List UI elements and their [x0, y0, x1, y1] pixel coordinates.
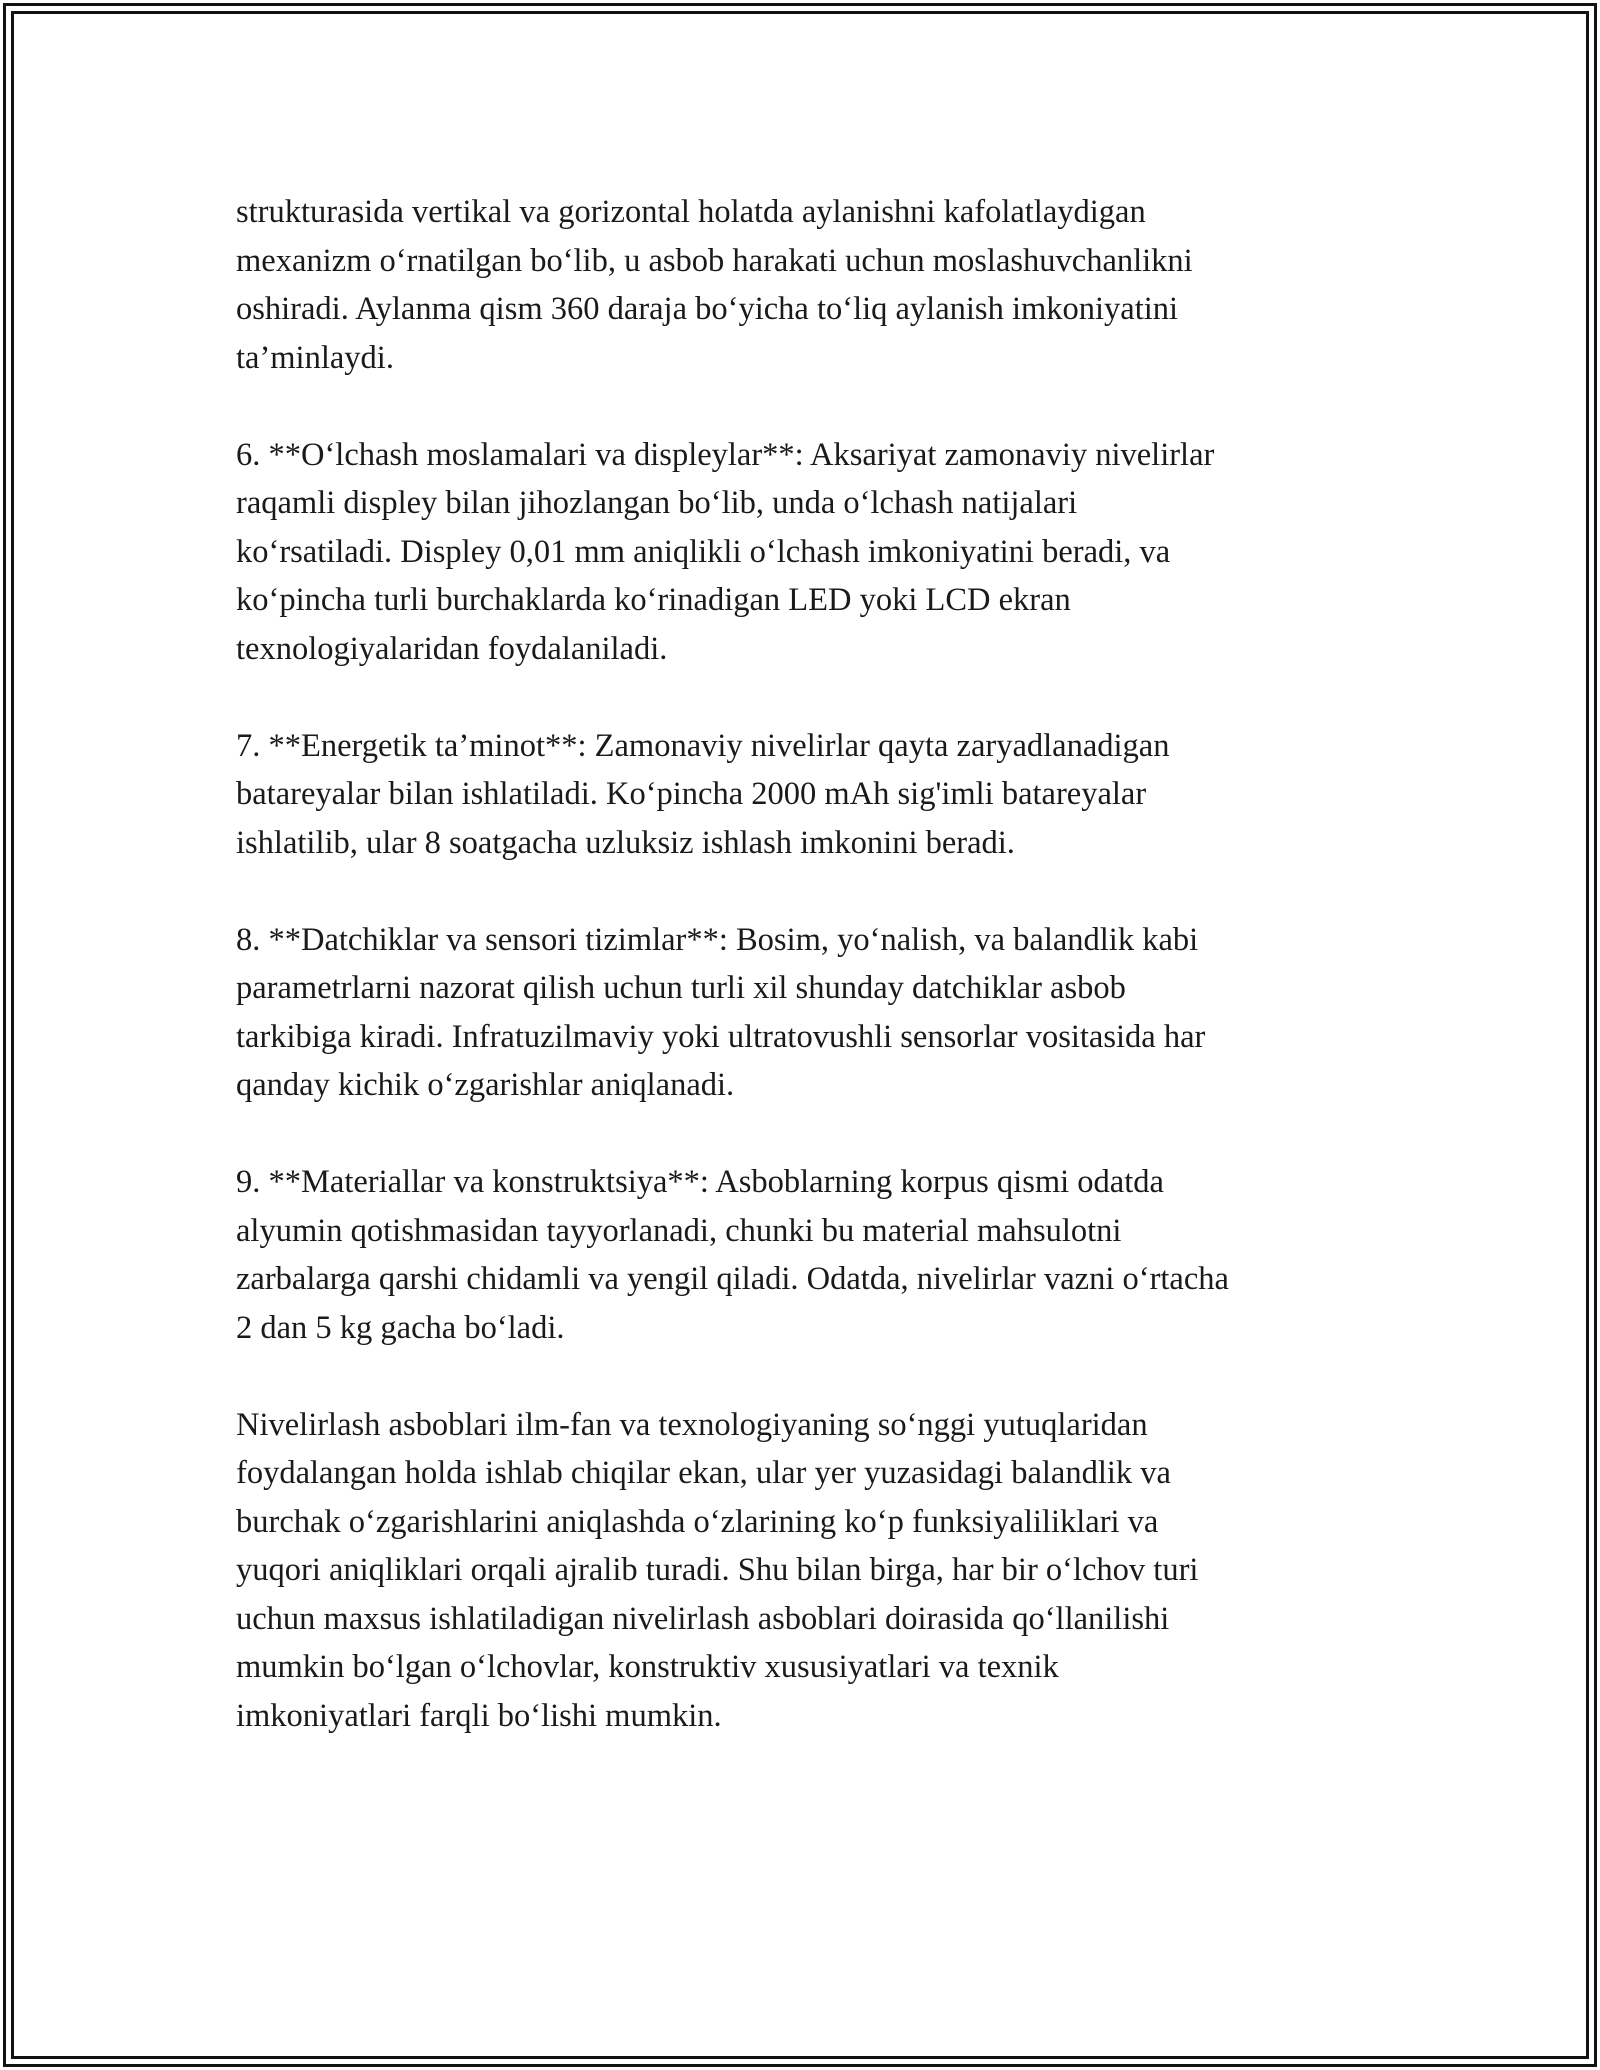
text-line: qanday kichik o‘zgarishlar aniqlanadi. [236, 1067, 735, 1103]
text-line: raqamli displey bilan jihozlangan bo‘lib, unda o‘lchash natijalari [236, 485, 1078, 521]
text-line: texnologiyalaridan foydalaniladi. [236, 630, 668, 667]
text-line: ishlatilib, ular 8 soatgacha uzluksiz ishlash imkonini beradi. [236, 824, 1015, 861]
text-line: batareyalar bilan ishlatiladi. Ko‘pincha 2000 mAh sig'imli batareyalar [236, 776, 1147, 812]
text-line: 2 dan 5 kg gacha bo‘ladi. [236, 1309, 565, 1346]
text-line: mexanizm o‘rnatilgan bo‘lib, u asbob harakati uchun moslashuvchanlikni [236, 242, 1193, 279]
paragraph-item-6-displays [236, 431, 1376, 674]
text-line: uchun maxsus ishlatiladigan nivelirlash asboblari doirasida qo‘llanilishi [236, 1600, 1170, 1637]
text-line: 7. **Energetik ta’minot**: Zamonaviy nivelirlar qayta zaryadlanadigan [236, 727, 1170, 764]
text-line: strukturasida vertikal va gorizontal holatda aylanishni kafolatlaydigan [236, 194, 1146, 230]
text-line: Nivelirlash asboblari ilm-fan va texnologiyaning so‘nggi yutuqlaridan [236, 1406, 1148, 1443]
text-line: imkoniyatlari farqli bo‘lishi mumkin. [236, 1697, 722, 1734]
text-line: oshiradi. Aylanma qism 360 daraja bo‘yicha to‘liq aylanish imkoniyatini [236, 291, 1179, 327]
document-body [236, 188, 1376, 1789]
text-line: foydalangan holda ishlab chiqilar ekan, ular yer yuzasidagi balandlik va [236, 1455, 1171, 1491]
text-line: mumkin bo‘lgan o‘lchovlar, konstruktiv xususiyatlari va texnik [236, 1649, 1059, 1685]
text-line: zarbalarga qarshi chidamli va yengil qiladi. Odatda, nivelirlar vazni o‘rtacha [236, 1261, 1229, 1297]
text-line: tarkibiga kiradi. Infratuzilmaviy yoki ultratovushli sensorlar vositasida har [236, 1018, 1206, 1055]
text-line: ko‘pincha turli burchaklarda ko‘rinadigan LED yoki LCD ekran [236, 582, 1071, 618]
paragraph-item-7-power [236, 722, 1376, 868]
paragraph-item-9-materials [236, 1158, 1376, 1352]
text-line: ta’minlaydi. [236, 339, 394, 376]
text-line: yuqori aniqliklari orqali ajralib turadi. Shu bilan birga, har bir o‘lchov turi [236, 1552, 1199, 1588]
text-line: parametrlarni nazorat qilish uchun turli xil shunday datchiklar asbob [236, 970, 1126, 1006]
text-line: burchak o‘zgarishlarini aniqlashda o‘zlarining ko‘p funksiyaliliklari va [236, 1503, 1159, 1540]
paragraph-conclusion [236, 1401, 1376, 1741]
text-line: alyumin qotishmasidan tayyorlanadi, chunki bu material mahsulotni [236, 1212, 1122, 1249]
text-line: ko‘rsatiladi. Displey 0,01 mm aniqlikli o‘lchash imkoniyatini beradi, va [236, 533, 1171, 570]
text-line: 8. **Datchiklar va sensori tizimlar**: Bosim, yo‘nalish, va balandlik kabi [236, 921, 1199, 958]
paragraph-rotation-mechanism [236, 188, 1376, 382]
text-line: 6. **O‘lchash moslamalari va displeylar**: Aksariyat zamonaviy nivelirlar [236, 436, 1215, 473]
paragraph-item-8-sensors [236, 916, 1376, 1110]
text-line: 9. **Materiallar va konstruktsiya**: Asboblarning korpus qismi odatda [236, 1164, 1164, 1200]
